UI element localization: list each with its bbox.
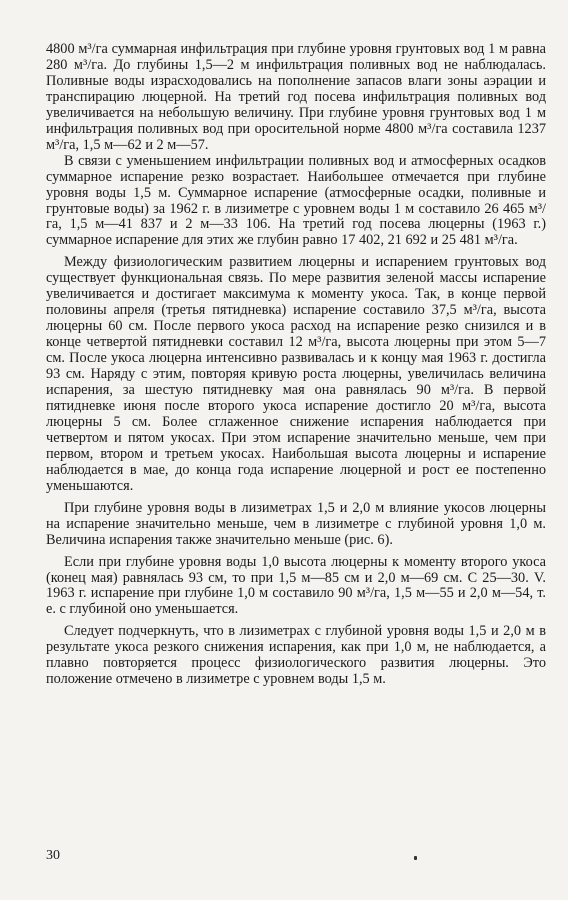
paragraph: При глубине уровня воды в лизиметрах 1,5 и 2,0 м влияние укосов люцерны на испарение значительно меньше, чем в лизиметре с глубиной уровня 1,0 м. Величина испарения также значительно меньше (рис. 6). (46, 499, 546, 548)
paragraph: В связи с уменьшением инфильтрации поливных вод и атмосферных осадков суммарное испарение резко возрастает. Наибольшее отмечается при глубине уровня воды 1,5 м. Суммарное испарение (атмосферные осадки, поливные и грунтовые воды) за 1962 г. в лизиметре с уровнем воды 1 м составило 26 465 м³/га, 1,5 м—41 837 и 2 м—33 106. На третий год посева люцерны (1963 г.) суммарное испарение для этих же глубин равно 17 402, 21 692 и 25 481 м³/га. (46, 152, 546, 249)
paragraph: 4800 м³/га суммарная инфильтрация при глубине уровня грунтовых вод 1 м равна 280 м³/га. До глубины 1,5—2 м инфильтрация поливных вод не наблюдалась. Поливные воды израсходовались на пополнение запасов влаги зоны аэрации и транспирацию люцерной. На третий год посева инфильтрация поливных вод увеличивается на небольшую величину. При глубине уровня грунтовых вод 1 м инфильтрация поливных вод при оросительной норме 4800 м³/га составила 1237 м³/га, 1,5 м—62 и 2 м—57. (46, 41, 546, 153)
paragraph: Если при глубине уровня воды 1,0 высота люцерны к моменту второго укоса (конец мая) равнялась 93 см, то при 1,5 м—85 см и 2,0 м—69 см. С 25—30. V. 1963 г. испарение при глубине 1,0 м составило 90 м³/га, 1,5 м—55 и 2,0 м—54, т. е. с глубиной оно уменьшается. (46, 553, 546, 618)
print-speck (414, 856, 417, 860)
paragraph: Следует подчеркнуть, что в лизиметрах с глубиной уровня воды 1,5 и 2,0 м в результате укоса резкого снижения испарения, как при 1,0 м, не наблюдается, а плавно повторяется процесс физиологического развития люцерны. Это положение отмечено в лизиметре с уровнем воды 1,5 м. (46, 623, 546, 688)
page-number: 30 (46, 848, 60, 863)
page-body (46, 42, 546, 688)
paragraph: Между физиологическим развитием люцерны и испарением грунтовых вод существует функциональная связь. По мере развития зеленой массы испарение увеличивается и достигает максимума к моменту укоса. Так, в конце первой половины апреля (третья пятидневка) испарение составило 37,5 м³/га, высота люцерны 60 см. После первого укоса расход на испарение резко снизился и в конце четвертой пятидневки составил 12 м³/га, высота люцерны при этом 5—7 см. После укоса люцерна интенсивно развивалась и к концу мая 1963 г. достигла 93 см. Наряду с этим, повторяя кривую роста люцерны, увеличилась величина испарения, за шестую пятидневку мая она равнялась 90 м³/га. В первой пятидневке июня после второго укоса испарение достигло 20 м³/га, высота люцерны 5 см. Более сглаженное снижение испарения наблюдается при четвертом и пятом укосах. При этом испарение значительно меньше, чем при первом, втором и третьем укосах. Наибольшая высота люцерны и испарение наблюдается в мае, до конца года испарение люцерной и рост ее постепенно уменьшаются. (46, 254, 546, 494)
